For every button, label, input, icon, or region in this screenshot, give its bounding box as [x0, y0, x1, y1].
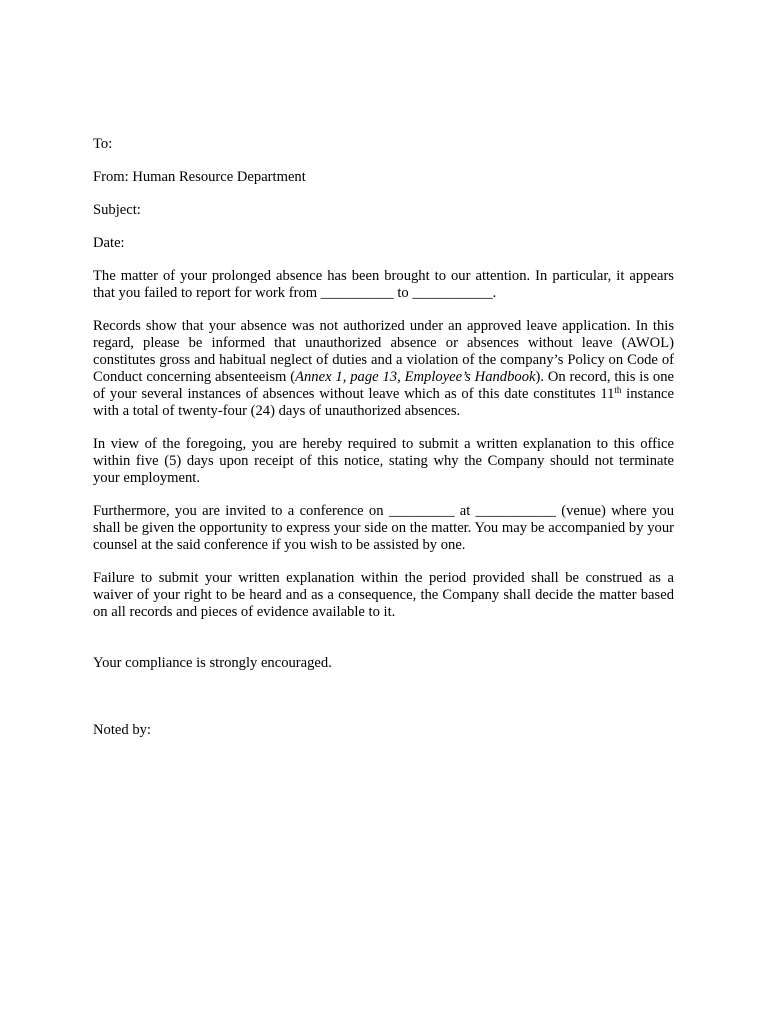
- noted-by-label: Noted by:: [93, 722, 151, 738]
- paragraph-absence-notice: The matter of your prolonged absence has been brought to our attention. In particular, it appears that you failed to report for work from __________ to ___________.: [93, 268, 674, 301]
- memo-document: [93, 136, 674, 739]
- paragraph-records-text-a: Records show that your absence was not authorized under an approved leave application. In this regard, please be informed that unauthorized absence or absences without leave (AWOL) constitutes gross and habitual neglect of duties and a violation of the company’s Policy on Code of Conduct concerning absenteeism (: [93, 318, 674, 385]
- date-line: Date:: [93, 235, 125, 251]
- paragraph-explanation: In view of the foregoing, you are hereby required to submit a written explanation to this office within five (5) days upon receipt of this notice, stating why the Company should not terminate your employment.: [93, 436, 674, 486]
- to-line: To:: [93, 136, 113, 152]
- handbook-reference: Annex 1, page 13, Employee’s Handbook: [295, 369, 536, 385]
- ordinal-suffix: th: [614, 385, 622, 395]
- paragraph-records: [93, 318, 674, 420]
- paragraph-records-text-c: instance with a total of twenty-four (24) days of unauthorized absences.: [93, 386, 674, 419]
- from-line: From: Human Resource Department: [93, 169, 306, 185]
- paragraph-records-text-b: ). On record, this is one of your several instances of absences without leave which as of this date constitutes 11: [93, 369, 674, 402]
- paragraph-failure: Failure to submit your written explanation within the period provided shall be construed as a waiver of your right to be heard and as a consequence, the Company shall decide the matter based on all records and pieces of evidence available to it.: [93, 570, 674, 620]
- subject-line: Subject:: [93, 202, 141, 218]
- paragraph-conference: Furthermore, you are invited to a conference on _________ at ___________ (venue) where you shall be given the opportunity to express your side on the matter. You may be accompanied by your counsel at the said conference if you wish to be assisted by one.: [93, 503, 674, 553]
- closing-line: Your compliance is strongly encouraged.: [93, 655, 332, 671]
